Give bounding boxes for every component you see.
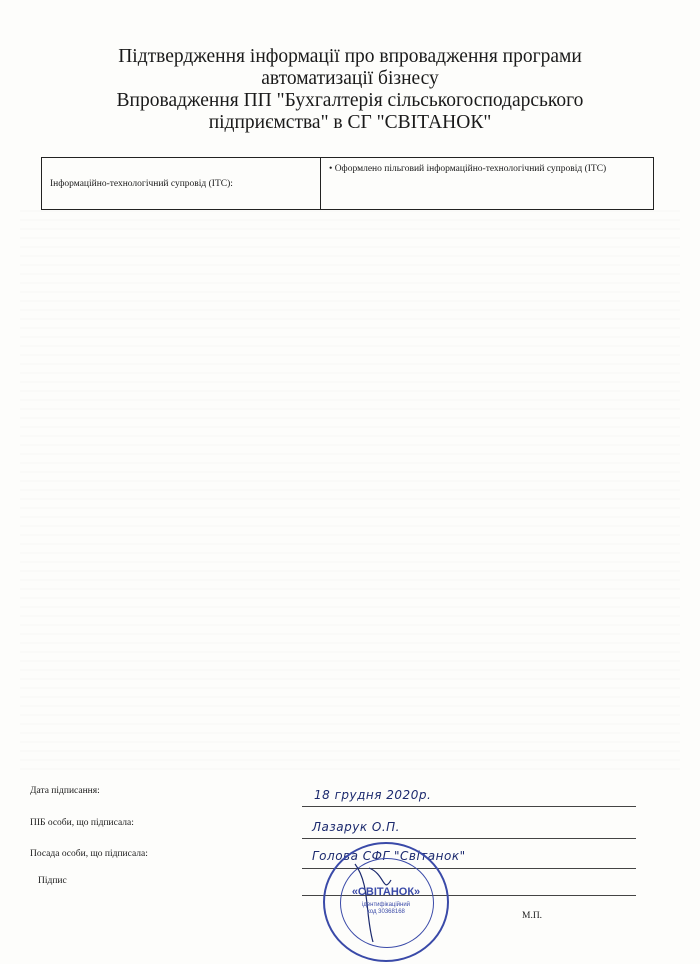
position-value: Голова СФГ "Світанок"	[312, 849, 466, 863]
itc-table	[41, 157, 654, 210]
position-label: Посада особи, що підписала:	[30, 849, 148, 859]
title-line-4: підприємства" в СГ "СВІТАНОК"	[208, 112, 492, 133]
title-line-3: Впровадження ПП "Бухгалтерія сільськогосподарського	[116, 90, 584, 111]
stamp-name: «СВІТАНОК»	[351, 886, 421, 898]
itc-label: Інформаційно-технологічний супровід (ІТС):	[42, 158, 321, 210]
stamp-code	[335, 902, 437, 916]
official-stamp	[323, 842, 449, 962]
stamp-code-label: ідентифікаційний	[361, 902, 411, 908]
document-title	[40, 46, 660, 134]
name-value: Лазарук О.П.	[312, 820, 400, 834]
date-label: Дата підписання:	[30, 786, 100, 796]
itc-value: • Оформлено пільговий інформаційно-технологічний супровід (ІТС)	[321, 158, 654, 210]
itc-row	[42, 158, 654, 210]
date-value: 18 грудня 2020р.	[314, 788, 432, 802]
sign-label: Підпис	[38, 876, 67, 886]
scan-background	[20, 210, 680, 770]
stamp-code-value: код 30368168	[367, 909, 405, 915]
stamp-place-label: М.П.	[522, 911, 543, 921]
title-line-2: автоматизації бізнесу	[261, 68, 439, 89]
name-label: ПІБ особи, що підписала:	[30, 818, 134, 828]
name-line	[302, 838, 636, 839]
date-line	[302, 806, 636, 807]
title-line-1: Підтвердження інформації про впровадження програми	[118, 46, 582, 67]
